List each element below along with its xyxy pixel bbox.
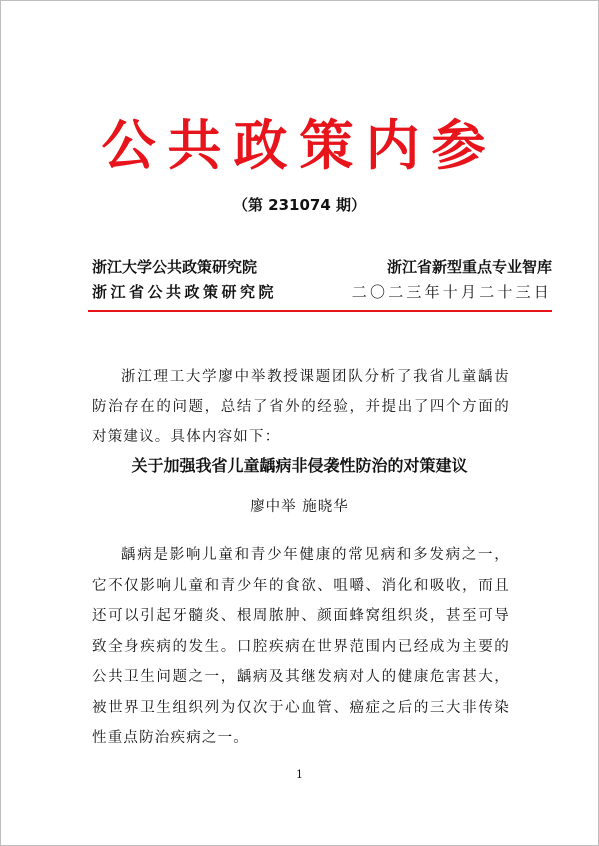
issue-date: 二〇二三年十月二十三日	[351, 283, 552, 301]
org-left-2: 浙江省公共政策研究院	[92, 283, 278, 301]
article-title: 关于加强我省儿童龋病非侵袭性防治的对策建议	[131, 456, 468, 475]
org-right-1: 浙江省新型重点专业智库	[386, 258, 552, 276]
org-left-1: 浙江大学公共政策研究院	[92, 258, 258, 276]
body-paragraph: 龋病是影响儿童和青少年健康的常见病和多发病之一，它不仅影响儿童和青少年的食欲、咀嚼、消化和吸收，而且还可以引起牙髓炎、根周脓肿、颜面蜂窝组织炎，甚至可导致全身疾病的发生。口腔疾病在世界范围内已经成为主要的公共卫生问题之一，龋病及其继发病对人的健康危害甚大，被世界卫生组织列为仅次于心血管、癌症之后的三大非传染性重点防治疾病之一。	[92, 547, 510, 746]
header-row-2	[92, 281, 552, 303]
intro-paragraph: 浙江理工大学廖中举教授课题团队分析了我省儿童龋齿防治存在的问题，总结了省外的经验，并提出了四个方面的对策建议。具体内容如下：	[92, 369, 510, 445]
article-authors: 廖中举 施晓华	[250, 499, 349, 515]
page-number: 1	[296, 768, 303, 781]
issue-number: （第 231074 期）	[232, 196, 367, 214]
header-divider	[88, 310, 552, 312]
masthead-title: 公共政策内参	[101, 113, 498, 177]
header-row-1	[92, 256, 552, 278]
